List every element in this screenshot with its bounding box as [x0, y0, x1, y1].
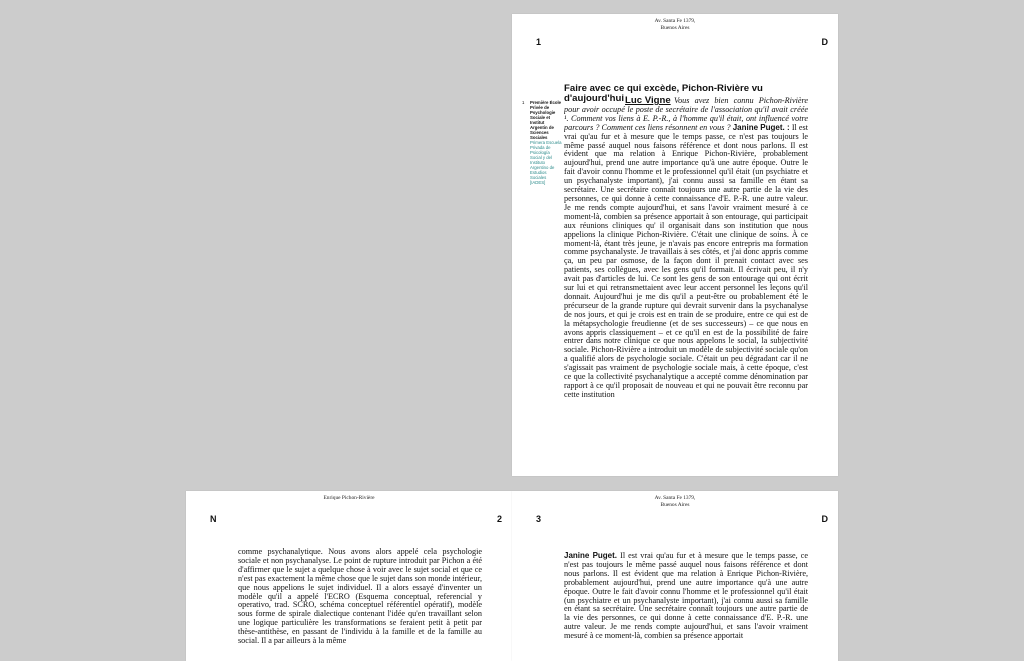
corner-letter: D [821, 37, 828, 47]
running-head-line: Av. Santa Fe 1379, [654, 18, 696, 24]
running-head-line: Buenos Aires [660, 24, 690, 31]
running-head-line: Enrique Pichon-Rivière [323, 495, 375, 501]
article-title: Faire avec ce qui excède, Pichon-Rivière vu d'aujourd'hui [564, 83, 763, 104]
page-number: 2 [496, 514, 502, 524]
running-head-line: Av. Santa Fe 1379, [654, 495, 696, 501]
speaker-label: Janine Puget. : [732, 122, 790, 132]
running-head [186, 495, 512, 502]
article-body [238, 548, 482, 661]
article-body [564, 97, 808, 473]
body-paragraph: comme psychanalytique. Nous avons alors appelé cela psychologie sociale et non psychanalyse. Le point de rupture introduit par Pichon a été d'affirmer que le sujet a quelque chose à voir avec le sujet social et que ce n'est pas exactement la même chose que le sujet dans son monde intérieur, que nous appelions le sujet individuel. Il a alors essayé d'inventer un modèle qu'il a appelé l'ECRO (Esquema conceptual, referencial y operativo, trad. SCRO, schéma conceptuel référentiel opératif), modèle sous forme de spirale dialectique contenant l'idée qu'en travaillant selon une logique particulière les transformations se feraient petit à petit par thèse-antithèse, en passant de l'individu à la famille et de la famille au social. Il a par ailleurs à la même [238, 548, 482, 646]
affiliation-number: 1 [522, 100, 525, 105]
running-head-line: Buenos Aires [660, 501, 690, 508]
corner-letter: N [210, 514, 217, 524]
page-number: 1 [536, 37, 542, 47]
affiliation-spanish: Primera Escuela Privada de Psicología Social y del Instituto Argentino de Estudios Sociales [IADES] [530, 140, 562, 185]
corner-letter: D [821, 514, 828, 524]
page-number: 3 [536, 514, 542, 524]
interview-question: Vous avez bien connu Pichon-Rivière pour avoir occupé le poste de secrétaire de l'association qu'il avait créée ¹. Comment vos liens à E. P.-R., à l'homme qu'il était, ont influencé votre parcours ? Comment ces liens résonnent en vous ? [564, 97, 808, 132]
document-page-2 [186, 491, 512, 661]
body-paragraph: Il est vrai qu'au fur et à mesure que le temps passe, ce n'est pas toujours le même passé auquel nous faisons référence et dont nous parlons. Il est évident que ma relation à Enrique Pichon-Rivière, probablement aujourd'hui, prend une autre importance qu'à une autre époque. Outre le fait d'avoir connu l'homme et le professionnel qu'il était (un psychiatre et un psychanalyste important), j'ai connu aussi sa famille en étant sa secrétaire. Une secrétaire connaît toujours une autre partie de la vie des personnes, ce qui donne à cette connaissance d'E. P.-R. une autre valeur. Je me rends compte aujourd'hui, et sans l'avoir vraiment mesuré à ce moment-là, combien sa présence apportait [564, 552, 808, 641]
article-body [564, 552, 808, 661]
running-head [512, 18, 838, 31]
document-page-1 [512, 14, 838, 476]
author-name: Luc Vigne [625, 95, 671, 106]
affiliation-french: Première École Privée de Psychologie Sociale et Institut Argentin de Sciences Sociales [530, 100, 562, 140]
document-page-3 [512, 491, 838, 661]
running-head [512, 495, 838, 508]
affiliation-note [522, 100, 562, 185]
speaker-label: Janine Puget. [564, 552, 618, 560]
interview-answer: Il est vrai qu'au fur et à mesure que le temps passe, ce n'est pas toujours le même passé auquel nous faisons référence et dont nous parlons. Il est évident que ma relation à Enrique Pichon-Rivière, probablement aujourd'hui, prend une autre importance qu'à une autre époque. Outre le fait d'avoir connu l'homme et le professionnel qu'il était (un psychiatre et un psychanalyste important), j'ai connu aussi sa famille en étant sa secrétaire. Une secrétaire connaît toujours une autre partie de la vie des personnes, ce qui donne à cette connaissance d'E. P.-R. une autre valeur. Je me rends compte aujourd'hui, et sans l'avoir vraiment mesuré à ce moment-là, combien sa présence apportait à son entourage, qui participait aux réunions cliniques qu' il organisait dans son institution que nous appelions la clinique Pichon-Rivière. C'était une clinique de soins. À ce moment-là, étant très jeune, je n'avais pas encore entrepris ma formation comme psychanalyste. Je travaillais à ses côtés, et j'ai donc appris comme ça, un peu par osmose, de la façon dont il prenait contact avec ses patients, ses collègues, avec les gens qu'il formait. Il écrivait peu, il n'y avait pas d'articles de lui. Ce sont les gens de son entourage qui ont écrit sur lui et qui retransmettaient avec leur accent personnel les leçons qu'il donnait. Aujourd'hui je me dis qu'il a peut-être ou probablement été le précurseur de la grande rupture qui devrait survenir dans la psychanalyse de nos jours, et qui je crois est en train de se produire, entre ce qui est de la métapsychologie freudienne (et de ses successeurs) – ce que nous en avons appris classiquement – et ce qu'il en est de la possibilité de faire entrer dans notre clinique ce que nous appelons le social, la subjectivité sociale. Pichon-Rivière a introduit un modèle de subjectivité sociale qu'on a qualifié alors de psychologie sociale. C'était un peu dégradant car il ne s'agissait pas vraiment de psychologie sociale mais, à cette époque, c'est ce que la collectivité psychanalytique a accepté comme dénomination par rapport à ce qu'il proposait de nouveau et qui ne pouvait être reconnu par cette institution [564, 122, 808, 399]
